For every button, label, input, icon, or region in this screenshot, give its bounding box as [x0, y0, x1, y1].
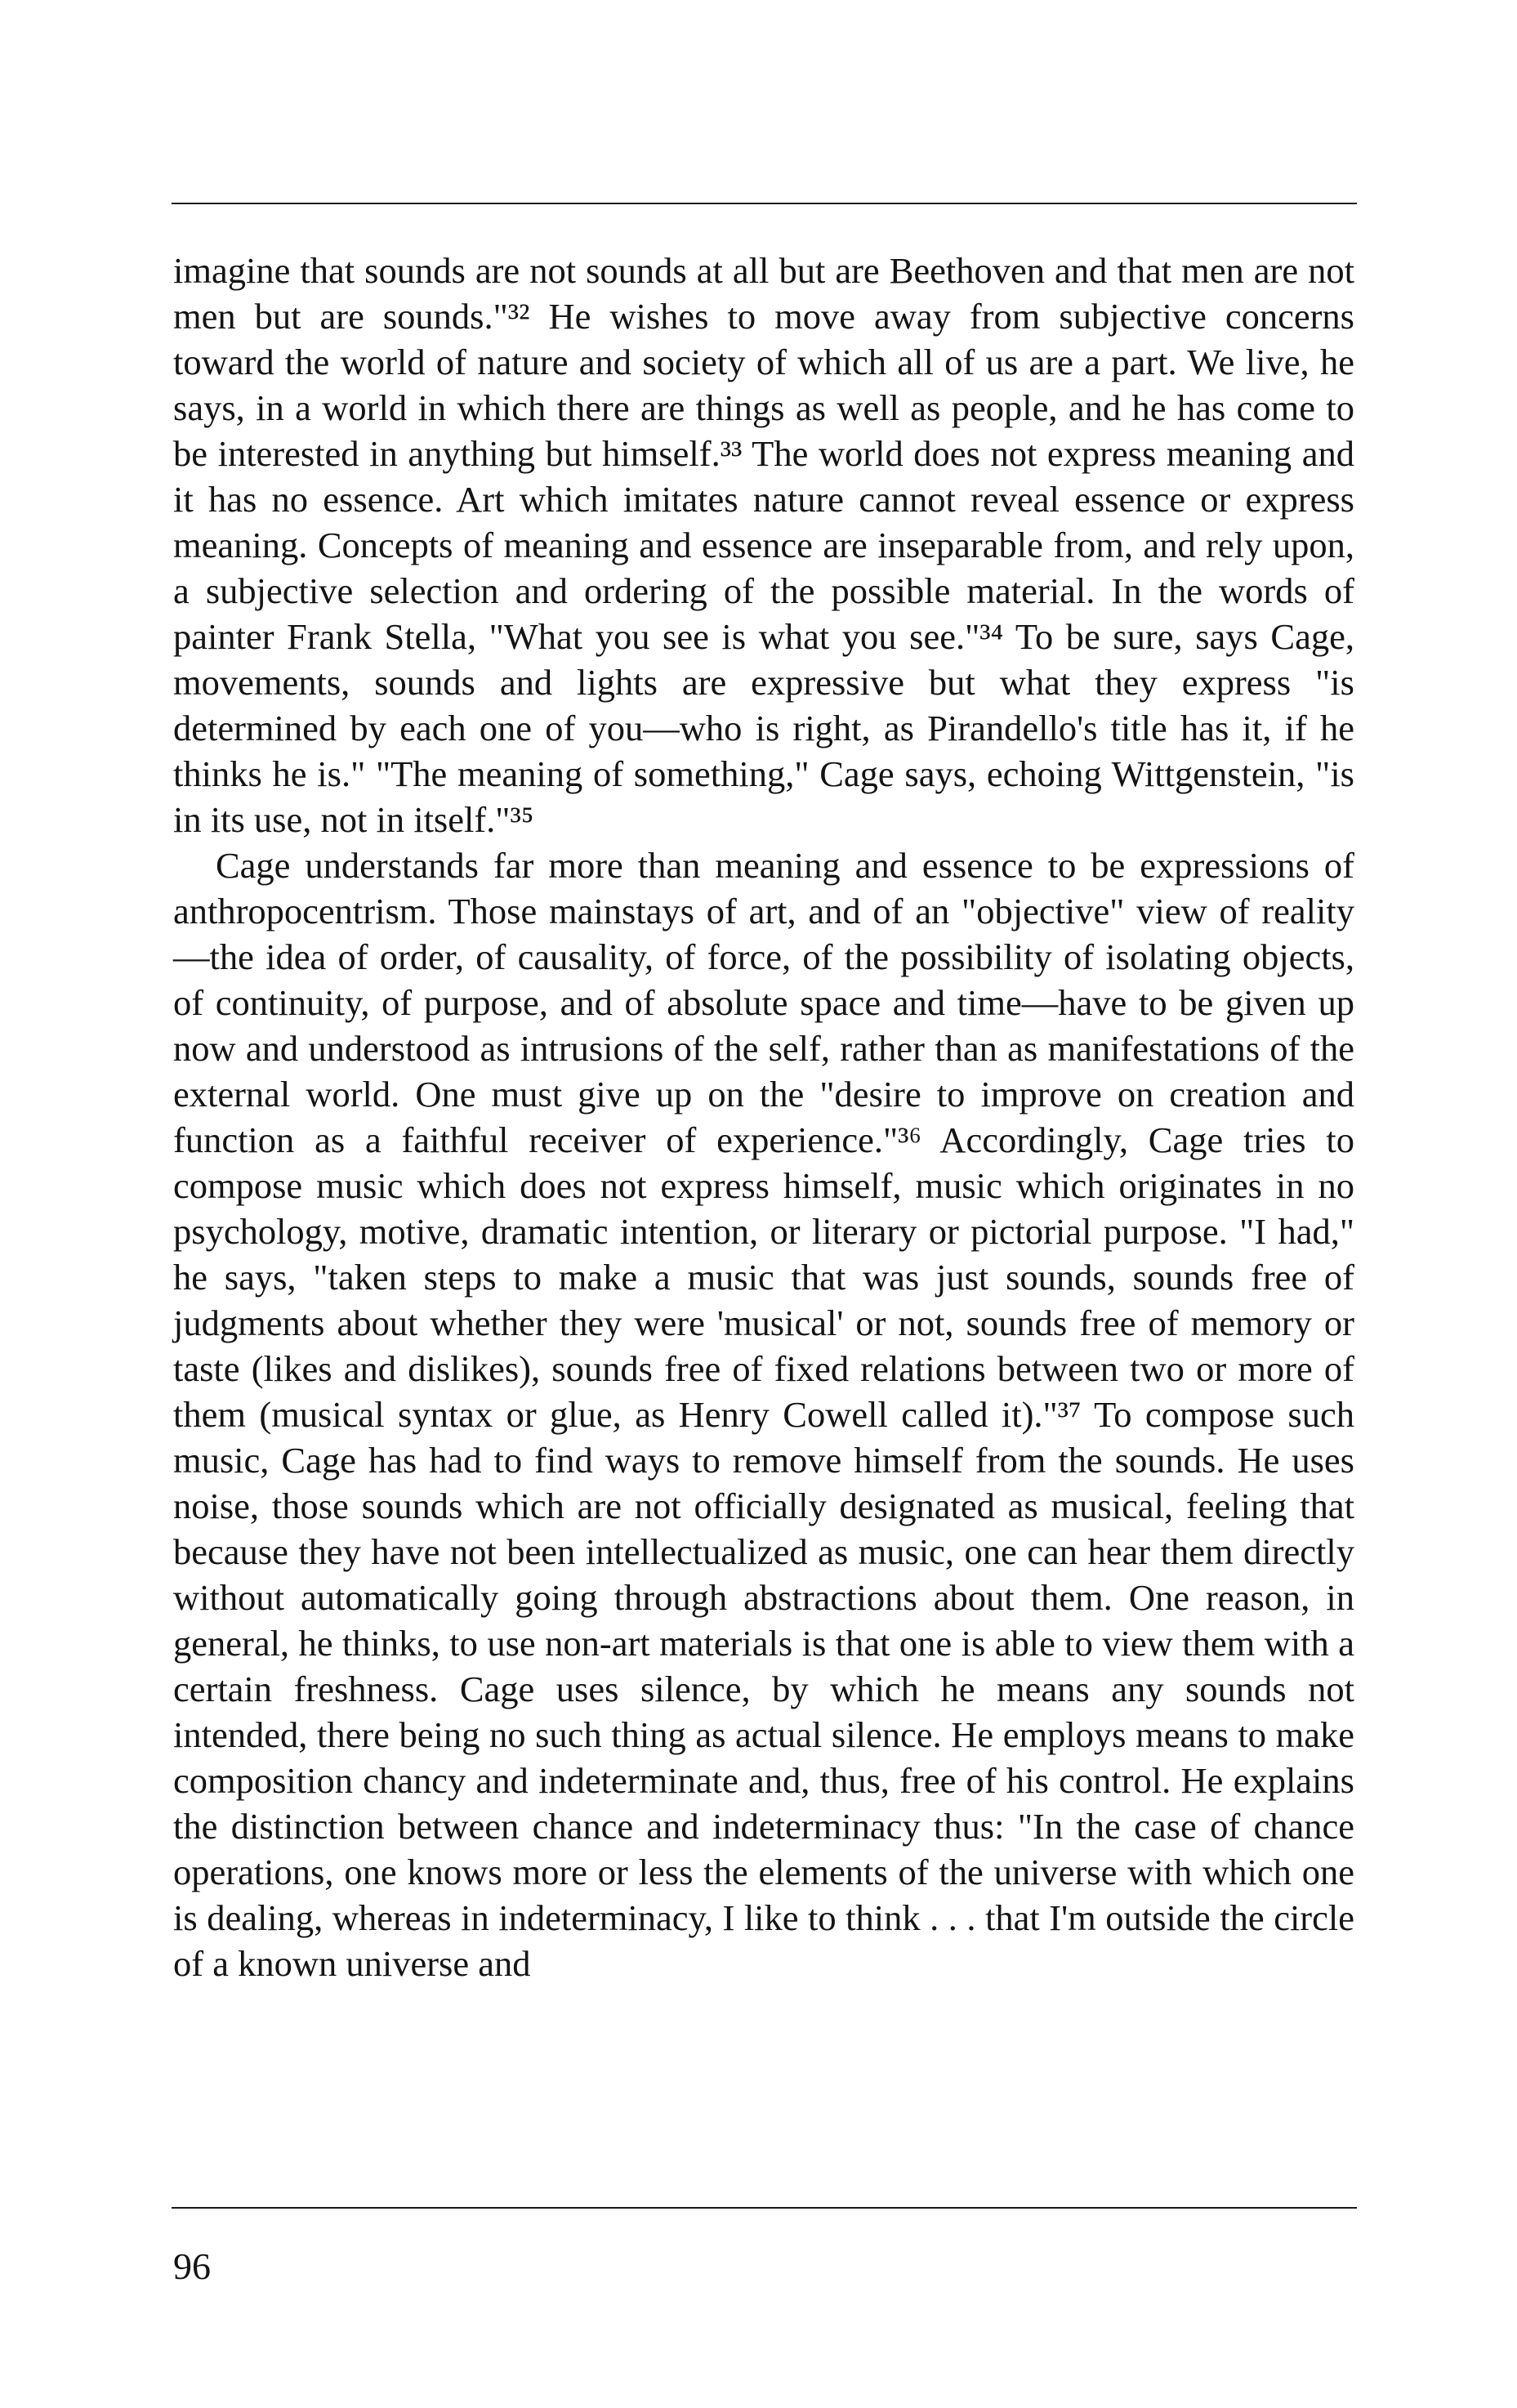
- top-rule: [172, 203, 1357, 204]
- page-number: 96: [173, 2245, 211, 2287]
- paragraph-continued: imagine that sounds are not sounds at all but are Beethoven and that men are not men but are sounds."³² He wishes to move away from subjective concerns toward the world of nature and society of which all of us are a part. We live, he says, in a world in which there are things as well as people, and he has come to be interested in anything but himself.³³ The world does not express meaning and it has no essence. Art which imitates nature cannot reveal essence or express meaning. Concepts of meaning and essence are inseparable from, and rely upon, a subjective selection and ordering of the possible material. In the words of painter Frank Stella, "What you see is what you see."³⁴ To be sure, says Cage, movements, sounds and lights are expressive but what they express "is determined by each one of you—who is right, as Pirandello's title has it, if he thinks he is." "The meaning of something," Cage says, echoing Wittgenstein, "is in its use, not in itself."³⁵: [173, 250, 1354, 840]
- bottom-rule: [172, 2207, 1357, 2209]
- body-text: [173, 248, 1354, 1986]
- paragraph-cage-understands: Cage understands far more than meaning and essence to be expressions of anthropocentrism. Those mainstays of art, and of an "objective" view of reality—the idea of order, of causality, of force, of the possibility of isolating objects, of continuity, of purpose, and of absolute space and time—have to be given up now and understood as intrusions of the self, rather than as manifestations of the external world. One must give up on the "desire to improve on creation and function as a faithful receiver of experience."³⁶ Accordingly, Cage tries to compose music which does not express himself, music which originates in no psychology, motive, dramatic intention, or literary or pictorial purpose. "I had," he says, "taken steps to make a music that was just sounds, sounds free of judgments about whether they were 'musical' or not, sounds free of memory or taste (likes and dislikes), sounds free of fixed relations between two or more of them (musical syntax or glue, as Henry Cowell called it)."³⁷ To compose such music, Cage has had to find ways to remove himself from the sounds. He uses noise, those sounds which are not officially designated as musical, feeling that because they have not been intellectualized as music, one can hear them directly without automatically going through abstractions about them. One reason, in general, he thinks, to use non-art materials is that one is able to view them with a certain freshness. Cage uses silence, by which he means any sounds not intended, there being no such thing as actual silence. He employs means to make composition chancy and indeterminate and, thus, free of his control. He explains the distinction between chance and indeterminacy thus: "In the case of chance operations, one knows more or less the elements of the universe with which one is dealing, whereas in indeterminacy, I like to think . . . that I'm outside the circle of a known universe and: [173, 845, 1354, 1984]
